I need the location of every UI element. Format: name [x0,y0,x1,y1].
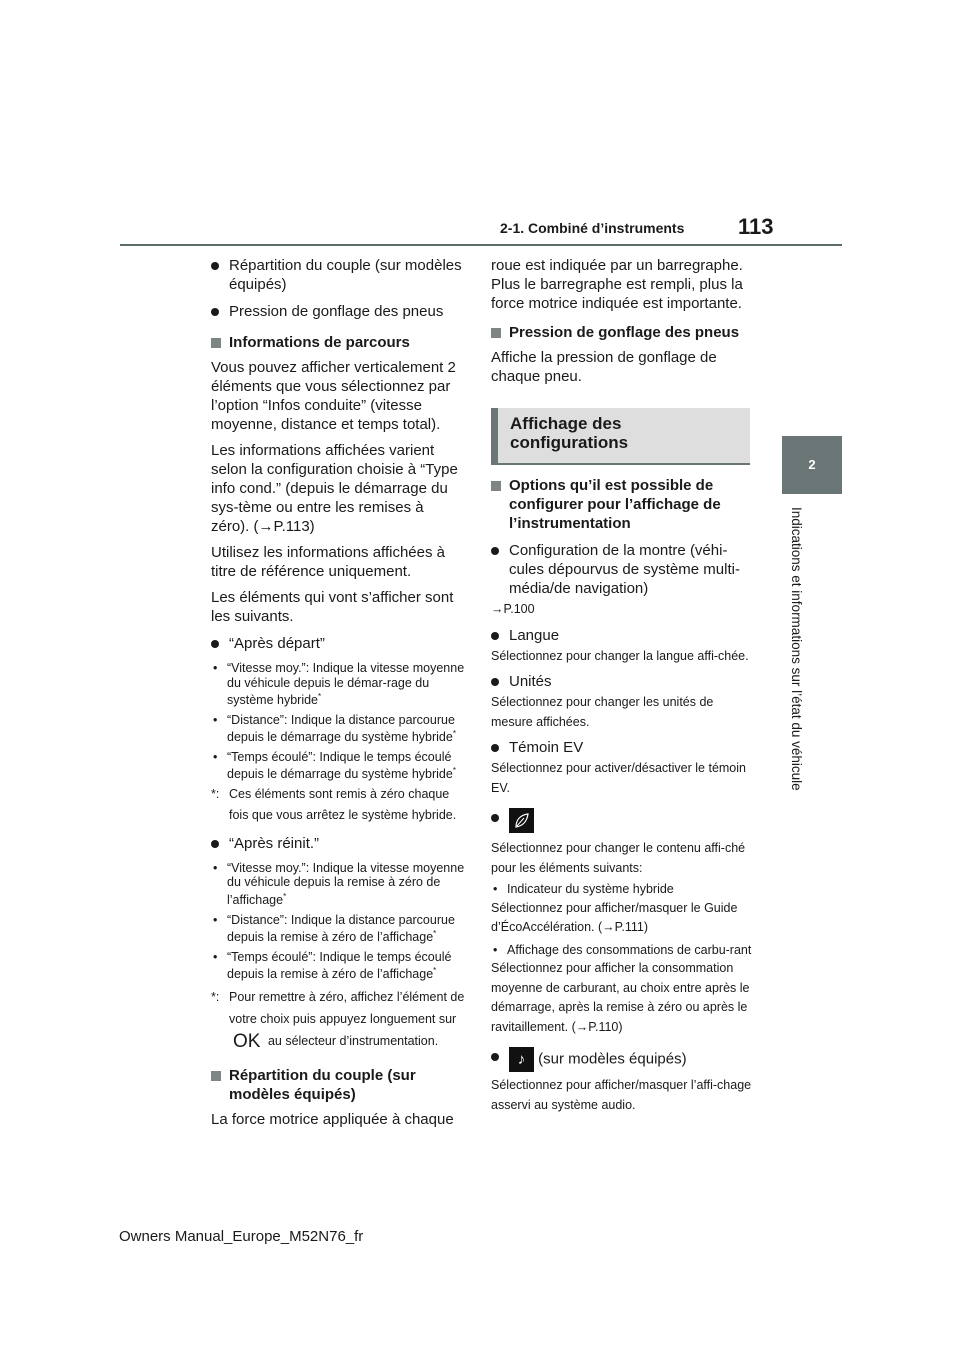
sub-item-text: “Vitesse moy.”: Indique la vitesse moyenne du véhicule depuis la remise à zéro de l’affichage [227,860,465,908]
paragraph-trip-1: Vous pouvez afficher verticalement 2 éléments que vous sélectionnez par l’option “Infos conduite” (vitesse moyenne, distance et temps total). [211,359,456,433]
sub-item: • “Distance”: Indique la distance parcourue depuis la remise à zéro de l’affichage* [211,913,466,945]
section-title: 2-1. Combiné d’instruments [500,220,685,236]
sub-item-fuel: • Affichage des consommations de carbu-rant [491,943,753,958]
heading-options: Options qu’il est possible de configurer pour l’affichage de l’instrumentation [491,476,753,533]
music-note-icon: ♪ [509,1047,534,1072]
heading-trip-info: Informations de parcours [211,333,466,352]
bullet-tire: Pression de gonflage des pneus [211,302,466,321]
left-column [211,256,466,1129]
footnote-2: *: Pour remettre à zéro, affichez l’élément de votre choix puis appuyez longuement sur OK au sélecteur d’instrumentation. [211,989,465,1052]
footnote-2-text: Pour remettre à zéro, affichez l’élément de votre choix puis appuyez longuement sur [229,989,465,1026]
right-column [491,256,753,1115]
sub-item-text: “Vitesse moy.”: Indique la vitesse moyenne du véhicule depuis le démar-rage du système hybride [227,661,465,708]
sub-item-text: “Temps écoulé”: Indique le temps écoulé depuis le démarrage du système hybride [227,749,453,782]
section-box-heading: Affichage des configurations [491,408,750,465]
chapter-vertical-title [784,507,808,792]
text-language: Sélectionnez pour changer la langue affi-chée. [491,648,749,663]
page-number: 113 [738,214,774,239]
footer-doc-name: Owners Manual_Europe_M52N76_fr [119,1228,364,1245]
leaf-icon [509,808,534,833]
sub-item-text: “Temps écoulé”: Indique le temps écoulé depuis la remise à zéro de l’affichage [227,949,452,982]
paragraph-trip-4: Les éléments qui vont s’afficher sont les suivants. [211,589,454,625]
heading-torque: Répartition du couple (sur modèles équipés) [211,1066,466,1104]
sub-item: • “Temps écoulé”: Indique le temps écoulé depuis la remise à zéro de l’affichage* [211,950,466,982]
paragraph-trip-3: Utilisez les informations affichées à titre de référence uniquement. [211,544,445,580]
text-ev: Sélectionnez pour activer/désactiver le témoin EV. [491,761,746,795]
bullet-units: Unités [491,672,753,691]
sub-item-text: “Distance”: Indique la distance parcourue depuis la remise à zéro de l’affichage [227,912,455,945]
footnote-1: *: Ces éléments sont remis à zéro chaque fois que vous arrêtez le système hybride. [211,786,457,822]
footnote-1-text: Ces éléments sont remis à zéro chaque fois que vous arrêtez le système hybride. [229,786,457,822]
bullet-after-start: “Après départ” [211,634,466,653]
paragraph-tire: Affiche la pression de gonflage de chaque pneu. [491,349,717,385]
heading-tire-pressure: Pression de gonflage des pneus [491,323,753,342]
ok-button-symbol: OK [233,1030,261,1052]
sub-item-hybrid: • Indicateur du système hybride [491,882,753,897]
bullet-audio-label: (sur modèles équipés) [538,1050,687,1068]
text-fuel: Sélectionnez pour afficher la consommation moyenne de carburant, au choix entre après le démarrage, après la remise à zéro ou après le ravitaillement. (→P.110) [491,961,750,1034]
header-rule [120,244,842,246]
text-hybrid: Sélectionnez pour afficher/masquer le Guide d’ÉcoAccélération. (→P.111) [491,900,738,934]
sub-item: • “Vitesse moy.”: Indique la vitesse moyenne du véhicule depuis le démar-rage du système hybride* [211,661,466,708]
bullet-torque: Répartition du couple (sur modèles équipés) [211,256,466,294]
sub-item: • “Distance”: Indique la distance parcourue depuis le démarrage du système hybride* [211,713,466,745]
text-eco: Sélectionnez pour changer le contenu affi-ché pour les éléments suivants: [491,841,746,875]
bullet-ev: Témoin EV [491,738,753,757]
text-audio: Sélectionnez pour afficher/masquer l’affi-chage asservi au système audio. [491,1078,752,1112]
bullet-eco [491,808,753,833]
bullet-clock: Configuration de la montre (véhi-cules dépourvus de système multi-média/de navigation) [491,541,753,598]
bullet-audio [491,1047,753,1072]
paragraph-torque: La force motrice appliquée à chaque [211,1110,454,1128]
text-units: Sélectionnez pour changer les unités de mesure affichées. [491,695,714,729]
reference-p100: →P.100 [491,602,535,616]
bullet-language: Langue [491,626,753,645]
chapter-vertical-label: Indications et informations sur l’état du véhicule [789,507,804,791]
sub-item-text: “Distance”: Indique la distance parcourue depuis le démarrage du système hybride [227,712,455,745]
footnote-2-tail: au sélecteur d’instrumentation. [267,1033,439,1048]
paragraph-torque-cont: roue est indiquée par un barregraphe. Plus le barregraphe est rempli, plus la force motrice indiquée est importante. [491,257,743,312]
paragraph-trip-2: Les informations affichées varient selon la configuration choisie à “Type info cond.” (depuis le démarrage du sys-tème ou entre les remises à zéro). (→P.113) [211,442,458,535]
bullet-after-reset: “Après réinit.” [211,834,466,853]
chapter-tab: 2 [782,436,842,494]
sub-item: • “Temps écoulé”: Indique le temps écoulé depuis le démarrage du système hybride* [211,750,466,782]
sub-item: • “Vitesse moy.”: Indique la vitesse moyenne du véhicule depuis la remise à zéro de l’affichage* [211,861,466,908]
